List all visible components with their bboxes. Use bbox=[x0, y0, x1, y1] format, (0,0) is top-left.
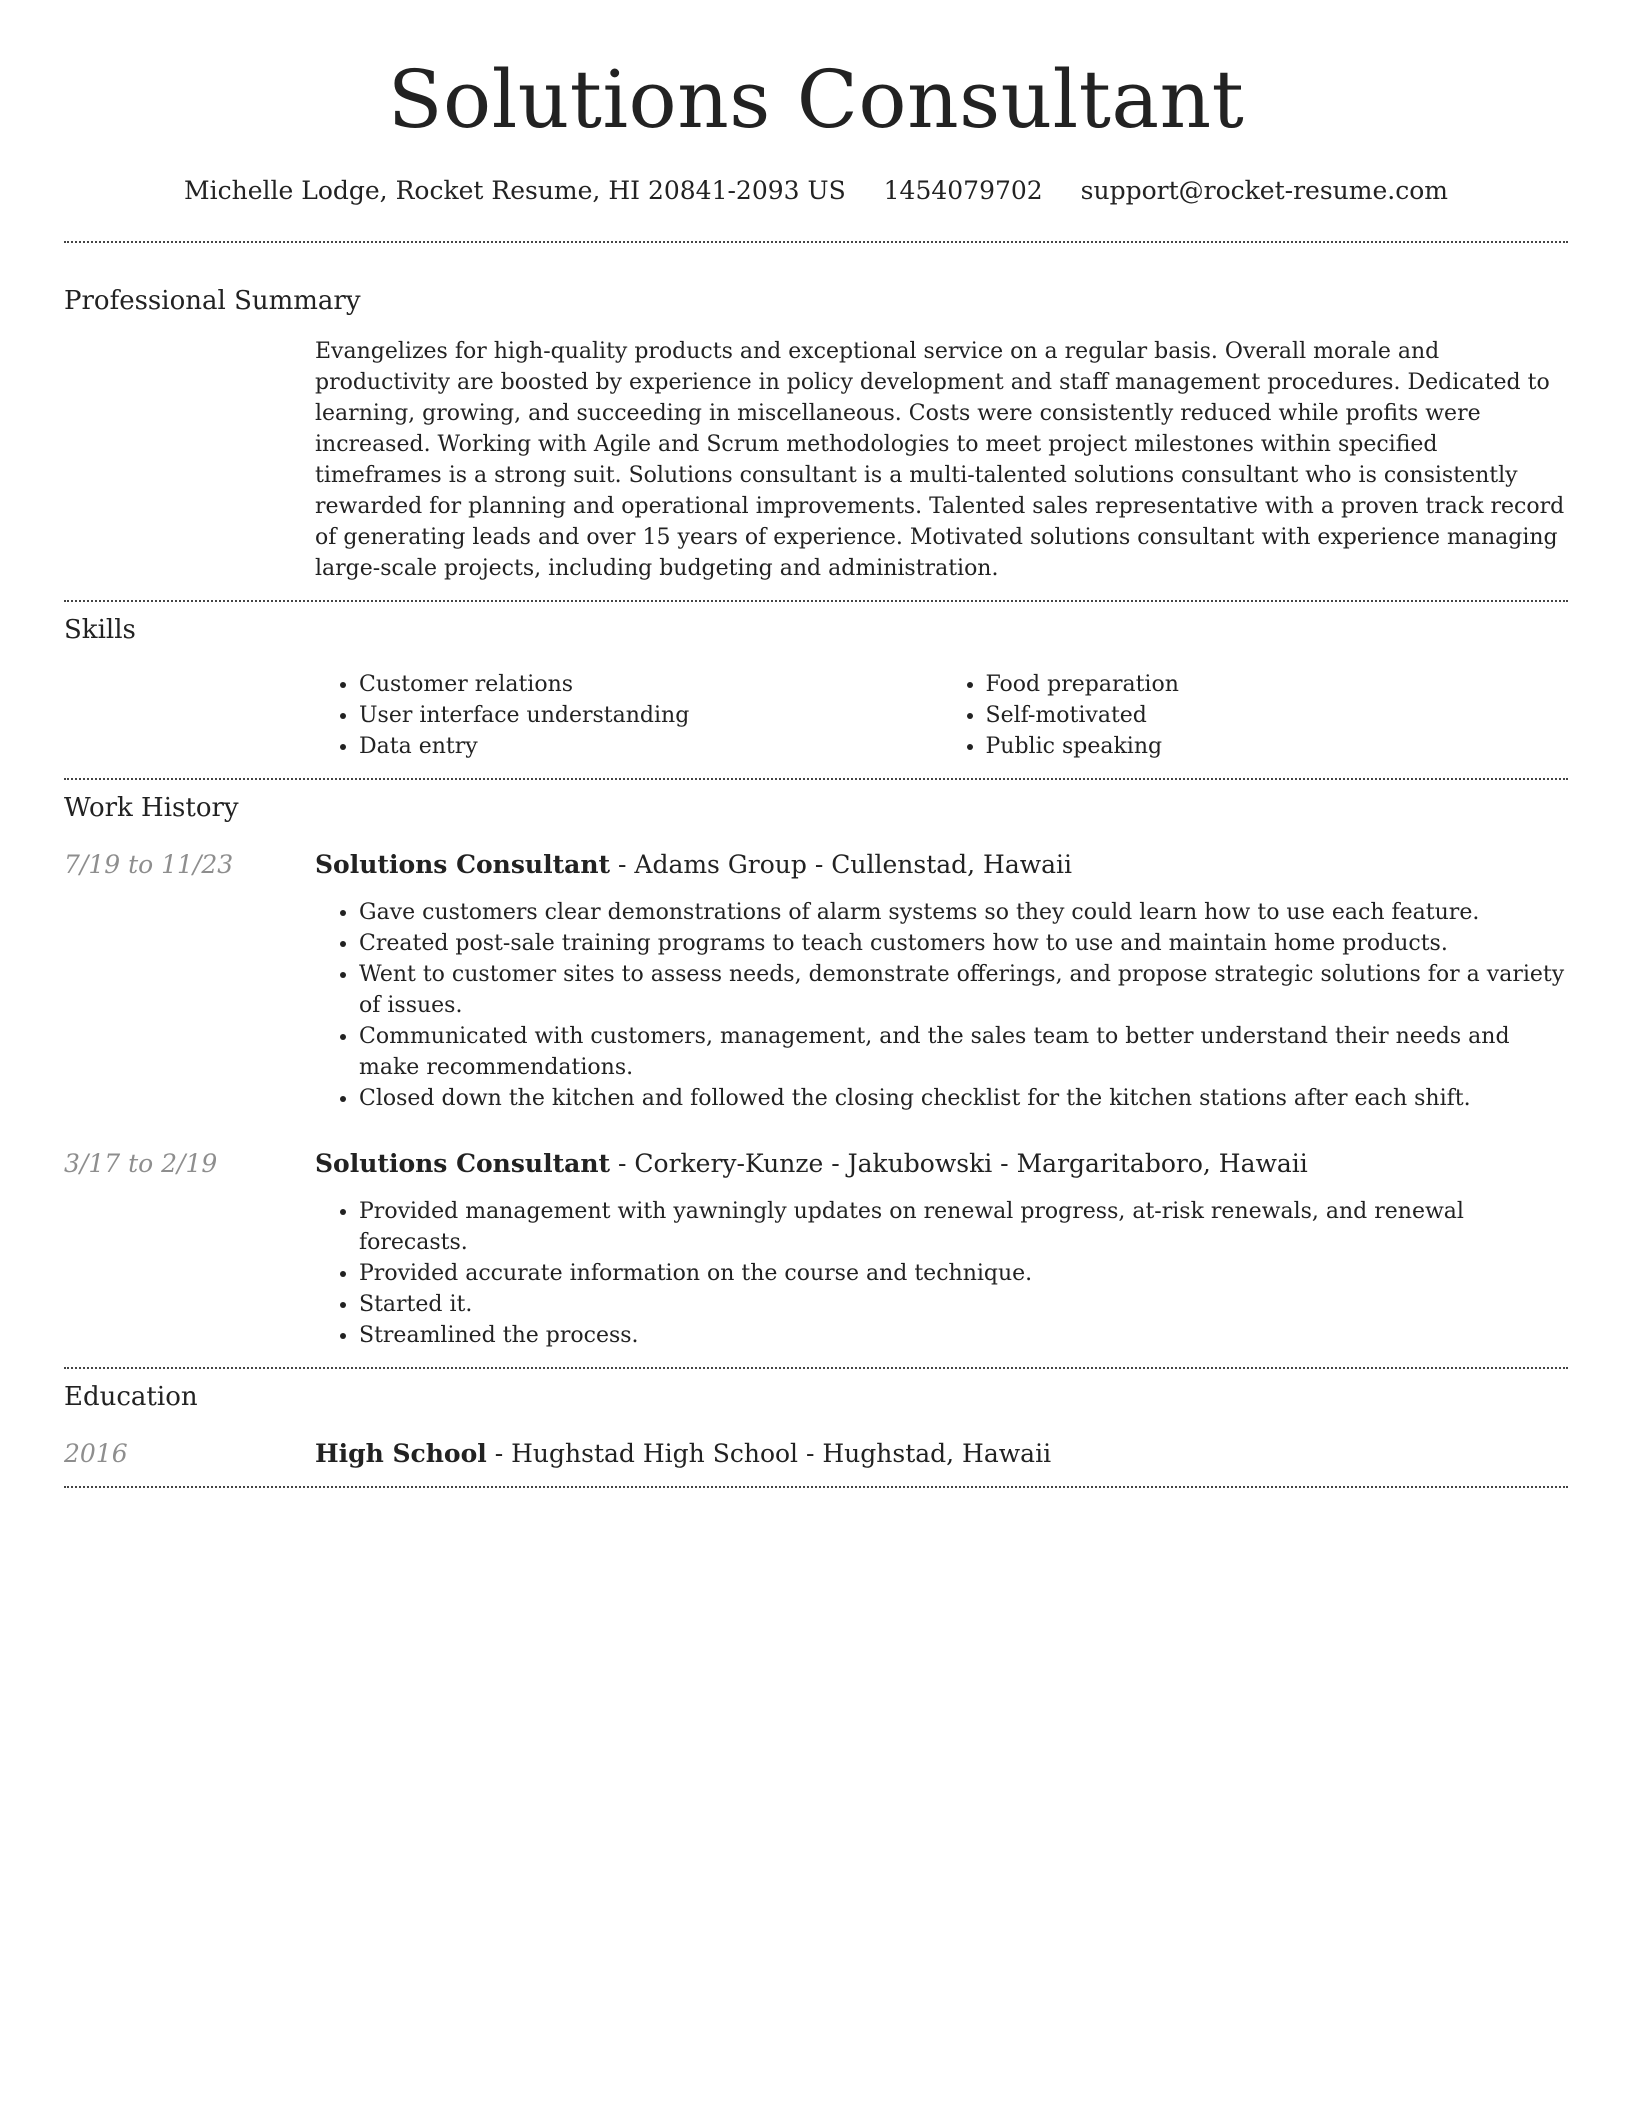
job-bullet: • Went to customer sites to assess needs, demonstrate offerings, and propose strategic solutions for a variety of issues. bbox=[359, 959, 1568, 1021]
job-role: Solutions Consultant bbox=[315, 850, 611, 879]
skills-column-left bbox=[315, 669, 942, 762]
skill-item: • Food preparation bbox=[986, 669, 1569, 700]
section-heading-work-history: Work History bbox=[64, 793, 239, 823]
education-details: - Hughstad High School - Hughstad, Hawaii bbox=[486, 1439, 1052, 1468]
skills-list bbox=[315, 669, 1568, 762]
education-section bbox=[64, 1379, 1568, 1472]
section-divider bbox=[64, 1367, 1568, 1369]
contact-phone: 1454079702 bbox=[883, 176, 1043, 205]
section-heading-education: Education bbox=[64, 1382, 198, 1412]
job-details: - Adams Group - Cullenstad, Hawaii bbox=[610, 850, 1073, 879]
education-year: 2016 bbox=[64, 1439, 128, 1468]
job-heading bbox=[315, 847, 1568, 883]
job-role: Solutions Consultant bbox=[315, 1149, 611, 1178]
skills-column-right bbox=[942, 669, 1569, 762]
job-bullets bbox=[315, 897, 1568, 1114]
skill-item: • Self-motivated bbox=[986, 700, 1569, 731]
education-heading bbox=[315, 1436, 1568, 1472]
section-heading-skills: Skills bbox=[64, 615, 136, 645]
job-bullet: • Gave customers clear demonstrations of alarm systems so they could learn how to use each feature. bbox=[359, 897, 1568, 928]
job-entry bbox=[64, 1146, 1568, 1351]
section-heading-summary: Professional Summary bbox=[64, 286, 361, 316]
job-bullets bbox=[315, 1196, 1568, 1351]
section-divider bbox=[64, 600, 1568, 602]
job-bullet: • Provided management with yawningly updates on renewal progress, at-risk renewals, and renewal forecasts. bbox=[359, 1196, 1568, 1258]
work-history-section bbox=[64, 790, 1568, 1351]
skill-item: • Customer relations bbox=[359, 669, 942, 700]
contact-line bbox=[0, 174, 1632, 208]
job-bullet: • Provided accurate information on the course and technique. bbox=[359, 1258, 1568, 1289]
job-bullet: • Closed down the kitchen and followed the closing checklist for the kitchen stations after each shift. bbox=[359, 1083, 1568, 1114]
job-bullet: • Started it. bbox=[359, 1289, 1568, 1320]
job-bullet: • Communicated with customers, management, and the sales team to better understand their needs and make recommendations. bbox=[359, 1021, 1568, 1083]
contact-address: Michelle Lodge, Rocket Resume, HI 20841-2093 US bbox=[184, 176, 846, 205]
summary-section bbox=[64, 283, 1568, 584]
education-entry bbox=[64, 1436, 1568, 1472]
job-entry bbox=[64, 847, 1568, 1114]
summary-text: Evangelizes for high-quality products and exceptional service on a regular basis. Overall morale and productivity are boosted by experience in policy development and staff management procedures. Dedicated to learning, growing, and succeeding in miscellaneous. Costs were consistently reduced while profits were increased. Working with Agile and Scrum methodologies to meet project milestones within specified timeframes is a strong suit. Solutions consultant is a multi-talented solutions consultant who is consistently rewarded for planning and operational improvements. Talented sales representative with a proven track record of generating leads and over 15 years of experience. Motivated solutions consultant with experience managing large-scale projects, including budgeting and administration. bbox=[315, 339, 1565, 581]
resume-title: Solutions Consultant bbox=[387, 53, 1245, 146]
section-divider bbox=[64, 1486, 1568, 1488]
skill-item: • Public speaking bbox=[986, 731, 1569, 762]
skill-item: • Data entry bbox=[359, 731, 942, 762]
education-degree: High School bbox=[315, 1439, 487, 1468]
job-dates: 7/19 to 11/23 bbox=[64, 850, 234, 879]
job-bullet: • Streamlined the process. bbox=[359, 1320, 1568, 1351]
resume-header bbox=[0, 0, 1632, 208]
job-bullet: • Created post-sale training programs to teach customers how to use and maintain home products. bbox=[359, 928, 1568, 959]
skills-section bbox=[64, 612, 1568, 762]
skill-item: • User interface understanding bbox=[359, 700, 942, 731]
job-dates: 3/17 to 2/19 bbox=[64, 1149, 218, 1178]
section-divider bbox=[64, 241, 1568, 243]
section-divider bbox=[64, 778, 1568, 780]
job-details: - Corkery-Kunze - Jakubowski - Margaritaboro, Hawaii bbox=[610, 1149, 1308, 1178]
job-heading bbox=[315, 1146, 1568, 1182]
contact-email: support@rocket-resume.com bbox=[1080, 176, 1448, 205]
